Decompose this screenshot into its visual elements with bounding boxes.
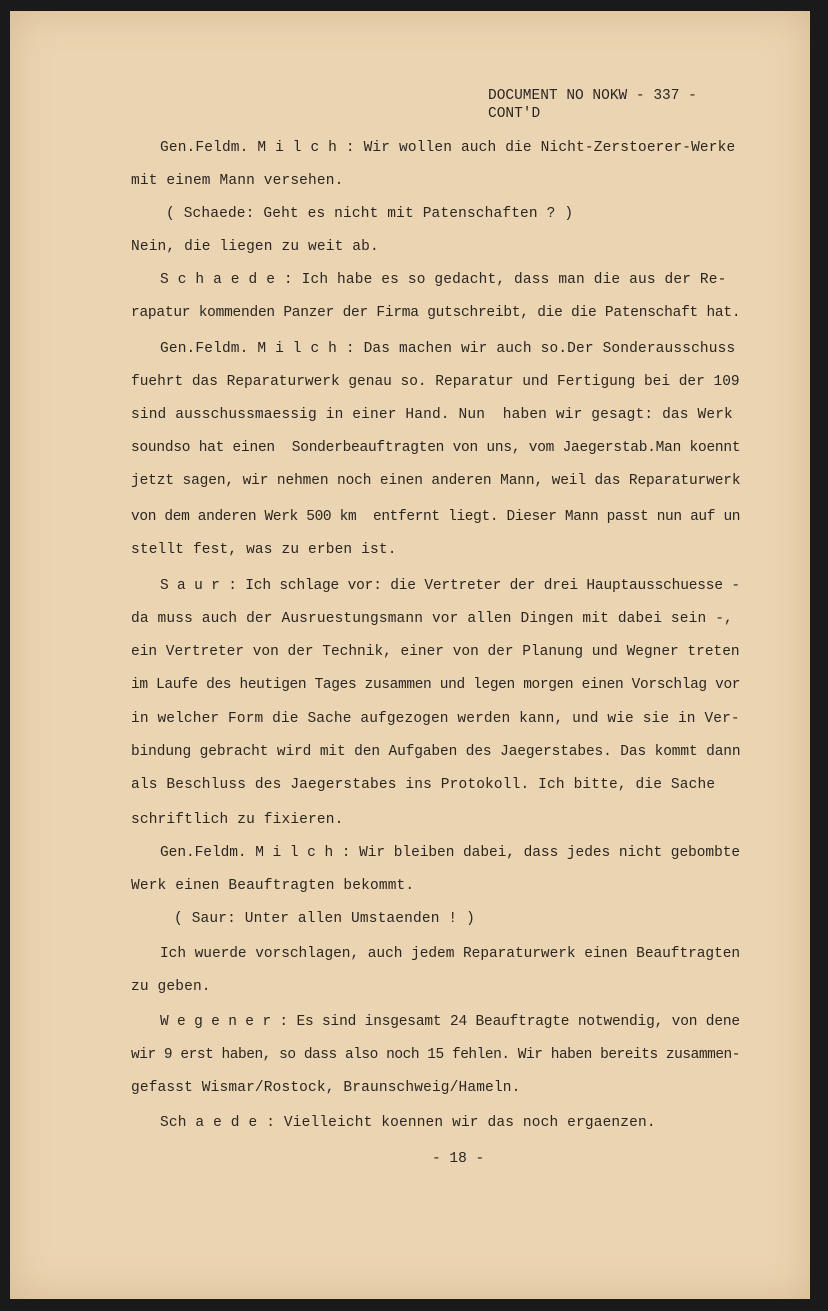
text-line: im Laufe des heutigen Tages zusammen und legen morgen einen Vorschlag vor bbox=[131, 677, 741, 693]
document-header bbox=[488, 87, 697, 123]
text-line: Gen.Feldm. M i l c h : Wir bleiben dabei, dass jedes nicht gebombte bbox=[160, 845, 741, 861]
text-line: Werk einen Beauftragten bekommt. bbox=[131, 878, 415, 894]
text-line: wir 9 erst haben, so dass also noch 15 fehlen. Wir haben bereits zusammen- bbox=[131, 1047, 741, 1063]
text-line: sind ausschussmaessig in einer Hand. Nun haben wir gesagt: das Werk bbox=[131, 407, 733, 423]
text-line: von dem anderen Werk 500 km entfernt liegt. Dieser Mann passt nun auf un bbox=[131, 509, 741, 525]
text-line: Sch a e d e : Vielleicht koennen wir das noch ergaenzen. bbox=[160, 1115, 656, 1131]
text-line: jetzt sagen, wir nehmen noch einen anderen Mann, weil das Reparaturwerk bbox=[131, 473, 741, 489]
text-line: Gen.Feldm. M i l c h : Wir wollen auch die Nicht-Zerstoerer-Werke bbox=[160, 140, 736, 156]
text-line: ein Vertreter von der Technik, einer von der Planung und Wegner treten bbox=[131, 644, 740, 660]
text-line: stellt fest, was zu erben ist. bbox=[131, 542, 397, 558]
text-line: mit einem Mann versehen. bbox=[131, 173, 344, 189]
continued-mark: CONT'D bbox=[488, 106, 541, 122]
text-line: gefasst Wismar/Rostock, Braunschweig/Hameln. bbox=[131, 1080, 521, 1096]
text-line: als Beschluss des Jaegerstabes ins Protokoll. Ich bitte, die Sache bbox=[131, 777, 716, 793]
text-line: S a u r : Ich schlage vor: die Vertreter der drei Hauptausschuesse - bbox=[160, 578, 740, 594]
text-line: schriftlich zu fixieren. bbox=[131, 812, 344, 828]
text-line: ( Schaede: Geht es nicht mit Patenschaften ? ) bbox=[166, 206, 574, 222]
text-line: ( Saur: Unter allen Umstaenden ! ) bbox=[174, 911, 475, 927]
page-number: - 18 - bbox=[432, 1151, 485, 1167]
text-line: S c h a e d e : Ich habe es so gedacht, dass man die aus der Re- bbox=[160, 272, 727, 288]
text-line: da muss auch der Ausruestungsmann vor allen Dingen mit dabei sein -, bbox=[131, 611, 733, 627]
text-line: zu geben. bbox=[131, 979, 211, 995]
text-line: Nein, die liegen zu weit ab. bbox=[131, 239, 379, 255]
text-line: W e g e n e r : Es sind insgesamt 24 Beauftragte notwendig, von dene bbox=[160, 1014, 740, 1030]
text-line: bindung gebracht wird mit den Aufgaben des Jaegerstabes. Das kommt dann bbox=[131, 744, 741, 760]
text-line: rapatur kommenden Panzer der Firma gutschreibt, die die Patenschaft hat. bbox=[131, 305, 741, 321]
text-line: Ich wuerde vorschlagen, auch jedem Reparaturwerk einen Beauftragten bbox=[160, 946, 741, 962]
text-line: soundso hat einen Sonderbeauftragten von uns, vom Jaegerstab.Man koennt bbox=[131, 440, 741, 456]
text-line: Gen.Feldm. M i l c h : Das machen wir auch so.Der Sonderausschuss bbox=[160, 341, 736, 357]
text-line: in welcher Form die Sache aufgezogen werden kann, und wie sie in Ver- bbox=[131, 711, 740, 727]
text-line: fuehrt das Reparaturwerk genau so. Reparatur und Fertigung bei der 109 bbox=[131, 374, 740, 390]
document-number: DOCUMENT NO NOKW - 337 - bbox=[488, 88, 697, 104]
